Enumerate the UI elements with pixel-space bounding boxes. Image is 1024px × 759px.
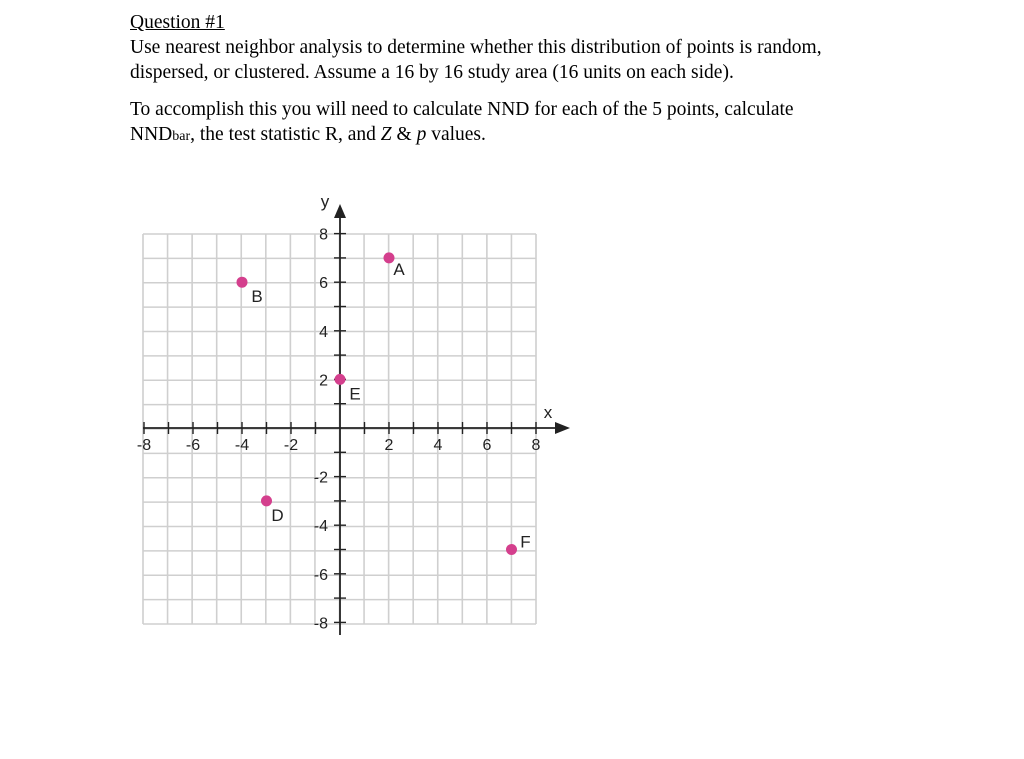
ampersand: &	[391, 124, 417, 145]
x-tick-label: -6	[185, 437, 201, 454]
x-axis-label: x	[543, 403, 553, 422]
y-tick-label: 8	[319, 226, 328, 244]
point-d	[261, 495, 272, 506]
x-tick-label: 8	[531, 437, 541, 454]
point-label-e: E	[349, 384, 361, 404]
y-axis-arrow	[334, 204, 346, 218]
point-label-f: F	[520, 532, 531, 552]
x-tick-label: -4	[234, 437, 250, 454]
nnd-text: NND	[130, 124, 173, 145]
point-f	[506, 544, 517, 555]
y-tick-label: -2	[313, 469, 328, 487]
y-tick-label: -6	[313, 566, 328, 584]
y-axis-label: y	[320, 192, 330, 211]
instructions-mid: , the test statistic R, and	[190, 124, 381, 145]
question-title: Question #1	[130, 12, 225, 33]
x-tick-label: 6	[482, 437, 492, 454]
p-symbol: p	[416, 124, 427, 145]
x-axis-arrow	[555, 422, 570, 434]
point-b	[237, 277, 248, 288]
question-line-2: dispersed, or clustered. Assume a 16 by 16 study area (16 units on each side).	[130, 62, 734, 83]
point-e	[335, 374, 346, 385]
point-label-a: A	[393, 259, 405, 279]
point-label-b: B	[251, 287, 263, 307]
x-tick-label: 4	[433, 437, 443, 454]
x-tick-label: 2	[384, 437, 394, 454]
y-tick-label: 4	[319, 323, 328, 341]
y-tick-label: 6	[319, 275, 328, 293]
z-symbol: Z	[380, 124, 392, 145]
x-tick-label: -2	[283, 437, 299, 454]
instructions-end: values.	[426, 124, 486, 145]
y-tick-label: -4	[313, 518, 328, 536]
point-label-d: D	[271, 505, 284, 525]
y-tick-label: -8	[313, 615, 328, 633]
question-line-1: Use nearest neighbor analysis to determine whether this distribution of points is random,	[130, 37, 822, 58]
bar-subscript: bar	[172, 129, 191, 144]
x-tick-label: -8	[136, 437, 152, 454]
instructions-line-1: To accomplish this you will need to calculate NND for each of the 5 points, calculate	[130, 99, 794, 120]
y-tick-label: 2	[319, 372, 328, 390]
